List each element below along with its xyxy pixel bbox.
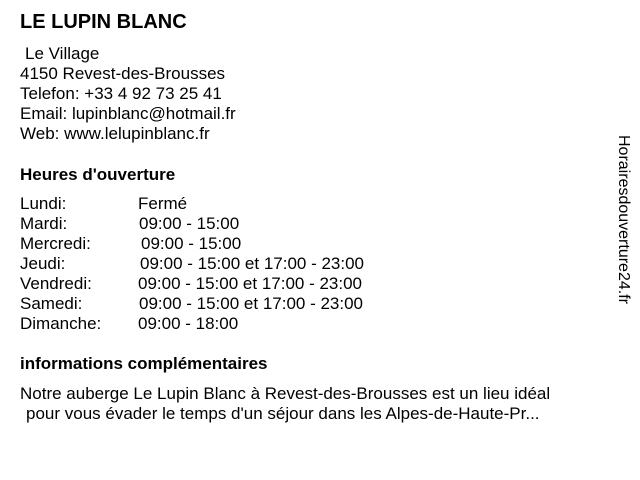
- day-label: Mardi:: [20, 214, 68, 233]
- time-value: 09:00 - 15:00: [139, 214, 240, 233]
- hours-heading: Heures d'ouverture: [20, 165, 176, 184]
- website-link[interactable]: Web: www.lelupinblanc.fr: [20, 124, 210, 143]
- description-text: [20, 384, 630, 424]
- day-label: Jeudi:: [20, 254, 66, 273]
- business-name: LE LUPIN BLANC: [20, 11, 187, 33]
- description-line: pour vous évader le temps d'un séjour dans les Alpes-de-Haute-Pr...: [26, 404, 540, 423]
- time-value: 09:00 - 15:00: [141, 234, 242, 253]
- time-value: 09:00 - 15:00 et 17:00 - 23:00: [140, 254, 365, 273]
- description-line: Notre auberge Le Lupin Blanc à Revest-des-Brousses est un lieu idéal: [20, 384, 551, 403]
- phone-number[interactable]: Telefon: +33 4 92 73 25 41: [20, 84, 222, 103]
- time-value: 09:00 - 18:00: [138, 314, 239, 333]
- time-value: Fermé: [138, 194, 188, 213]
- day-label: Samedi:: [20, 294, 83, 313]
- site-watermark: Horairesdouverture24.fr: [615, 135, 632, 304]
- time-value: 09:00 - 15:00 et 17:00 - 23:00: [139, 294, 364, 313]
- info-heading: informations complémentaires: [20, 354, 268, 373]
- day-label: Lundi:: [20, 194, 67, 213]
- email-address[interactable]: Email: lupinblanc@hotmail.fr: [20, 104, 236, 123]
- day-label: Vendredi:: [20, 274, 92, 293]
- contact-block: [20, 44, 236, 144]
- address-street: Le Village: [25, 44, 100, 63]
- day-label: Mercredi:: [20, 234, 91, 253]
- address-city: 4150 Revest-des-Brousses: [20, 64, 226, 83]
- time-value: 09:00 - 15:00 et 17:00 - 23:00: [138, 274, 363, 293]
- day-label: Dimanche:: [20, 314, 102, 333]
